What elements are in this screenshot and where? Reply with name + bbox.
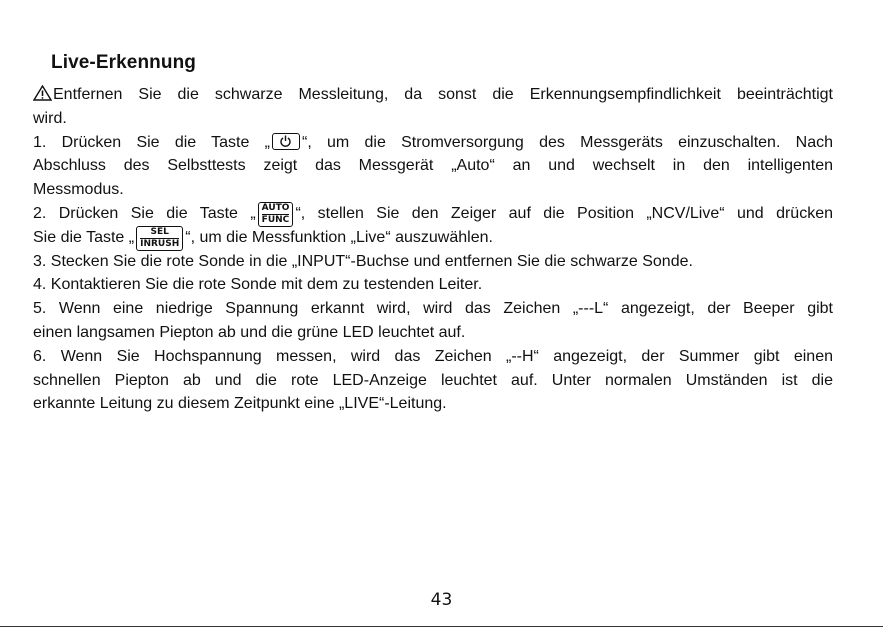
step-2-line-1 <box>33 202 833 226</box>
step-1-line-3: Messmodus. <box>33 181 124 199</box>
step-5-line-1: 5. Wenn eine niedrige Spannung erkannt wird, wird das Zeichen „---L“ angezeigt, der Beeper gibt <box>33 300 833 318</box>
warning-line-1 <box>33 83 833 107</box>
step-2-text-c: Sie die Taste „ <box>33 228 135 246</box>
power-icon <box>279 135 292 147</box>
step-4-line: 4. Kontaktieren Sie die rote Sonde mit dem zu testenden Leiter. <box>33 276 483 294</box>
section-body <box>33 83 833 416</box>
auto-func-key <box>258 202 294 227</box>
footer-divider <box>0 626 883 627</box>
sel-inrush-key <box>136 226 183 251</box>
step-2-text-b: “, stellen Sie den Zeiger auf die Position „NCV/Live“ und drücken <box>295 204 834 222</box>
section-title: Live-Erkennung <box>51 52 196 73</box>
step-3-line: 3. Stecken Sie die rote Sonde in die „INPUT“-Buchse und entfernen Sie die schwarze Sonde. <box>33 252 693 270</box>
warning-line-2: wird. <box>33 109 67 127</box>
step-2-text-d: “, um die Messfunktion „Live“ auszuwählen. <box>185 228 493 246</box>
page-number: 43 <box>430 590 453 610</box>
warning-triangle-icon <box>33 85 52 101</box>
step-1-line-1 <box>33 131 833 155</box>
warning-text-1: Entfernen Sie die schwarze Messleitung, da sonst die Erkennungsempfindlichkeit beeinträchtigt <box>53 86 833 103</box>
step-2-line-2 <box>33 226 833 250</box>
step-5-line-2: einen langsamen Piepton ab und die grüne LED leuchtet auf. <box>33 323 466 341</box>
power-key <box>272 133 300 150</box>
step-1-text-b: “, um die Stromversorgung des Messgeräts einzuschalten. Nach <box>301 133 834 151</box>
sel-inrush-key-bottom: INRUSH <box>140 238 180 249</box>
step-6-line-3: erkannte Leitung zu diesem Zeitpunkt eine „LIVE“-Leitung. <box>33 395 447 413</box>
auto-func-key-top: AUTO <box>261 202 290 213</box>
step-6-line-1: 6. Wenn Sie Hochspannung messen, wird das Zeichen „--H“ angezeigt, der Summer gibt einen <box>33 347 833 365</box>
step-1-text-a: 1. Drücken Sie die Taste „ <box>33 133 270 151</box>
step-1-line-2: Abschluss des Selbsttests zeigt das Messgerät „Auto“ an und wechselt in den intelligenten <box>33 157 833 175</box>
auto-func-key-bottom: FUNC <box>261 214 290 225</box>
step-6-line-2: schnellen Piepton ab und die rote LED-Anzeige leuchtet auf. Unter normalen Umständen ist die <box>33 371 833 389</box>
step-2-text-a: 2. Drücken Sie die Taste „ <box>33 204 256 222</box>
sel-inrush-key-top: SEL <box>140 228 179 239</box>
